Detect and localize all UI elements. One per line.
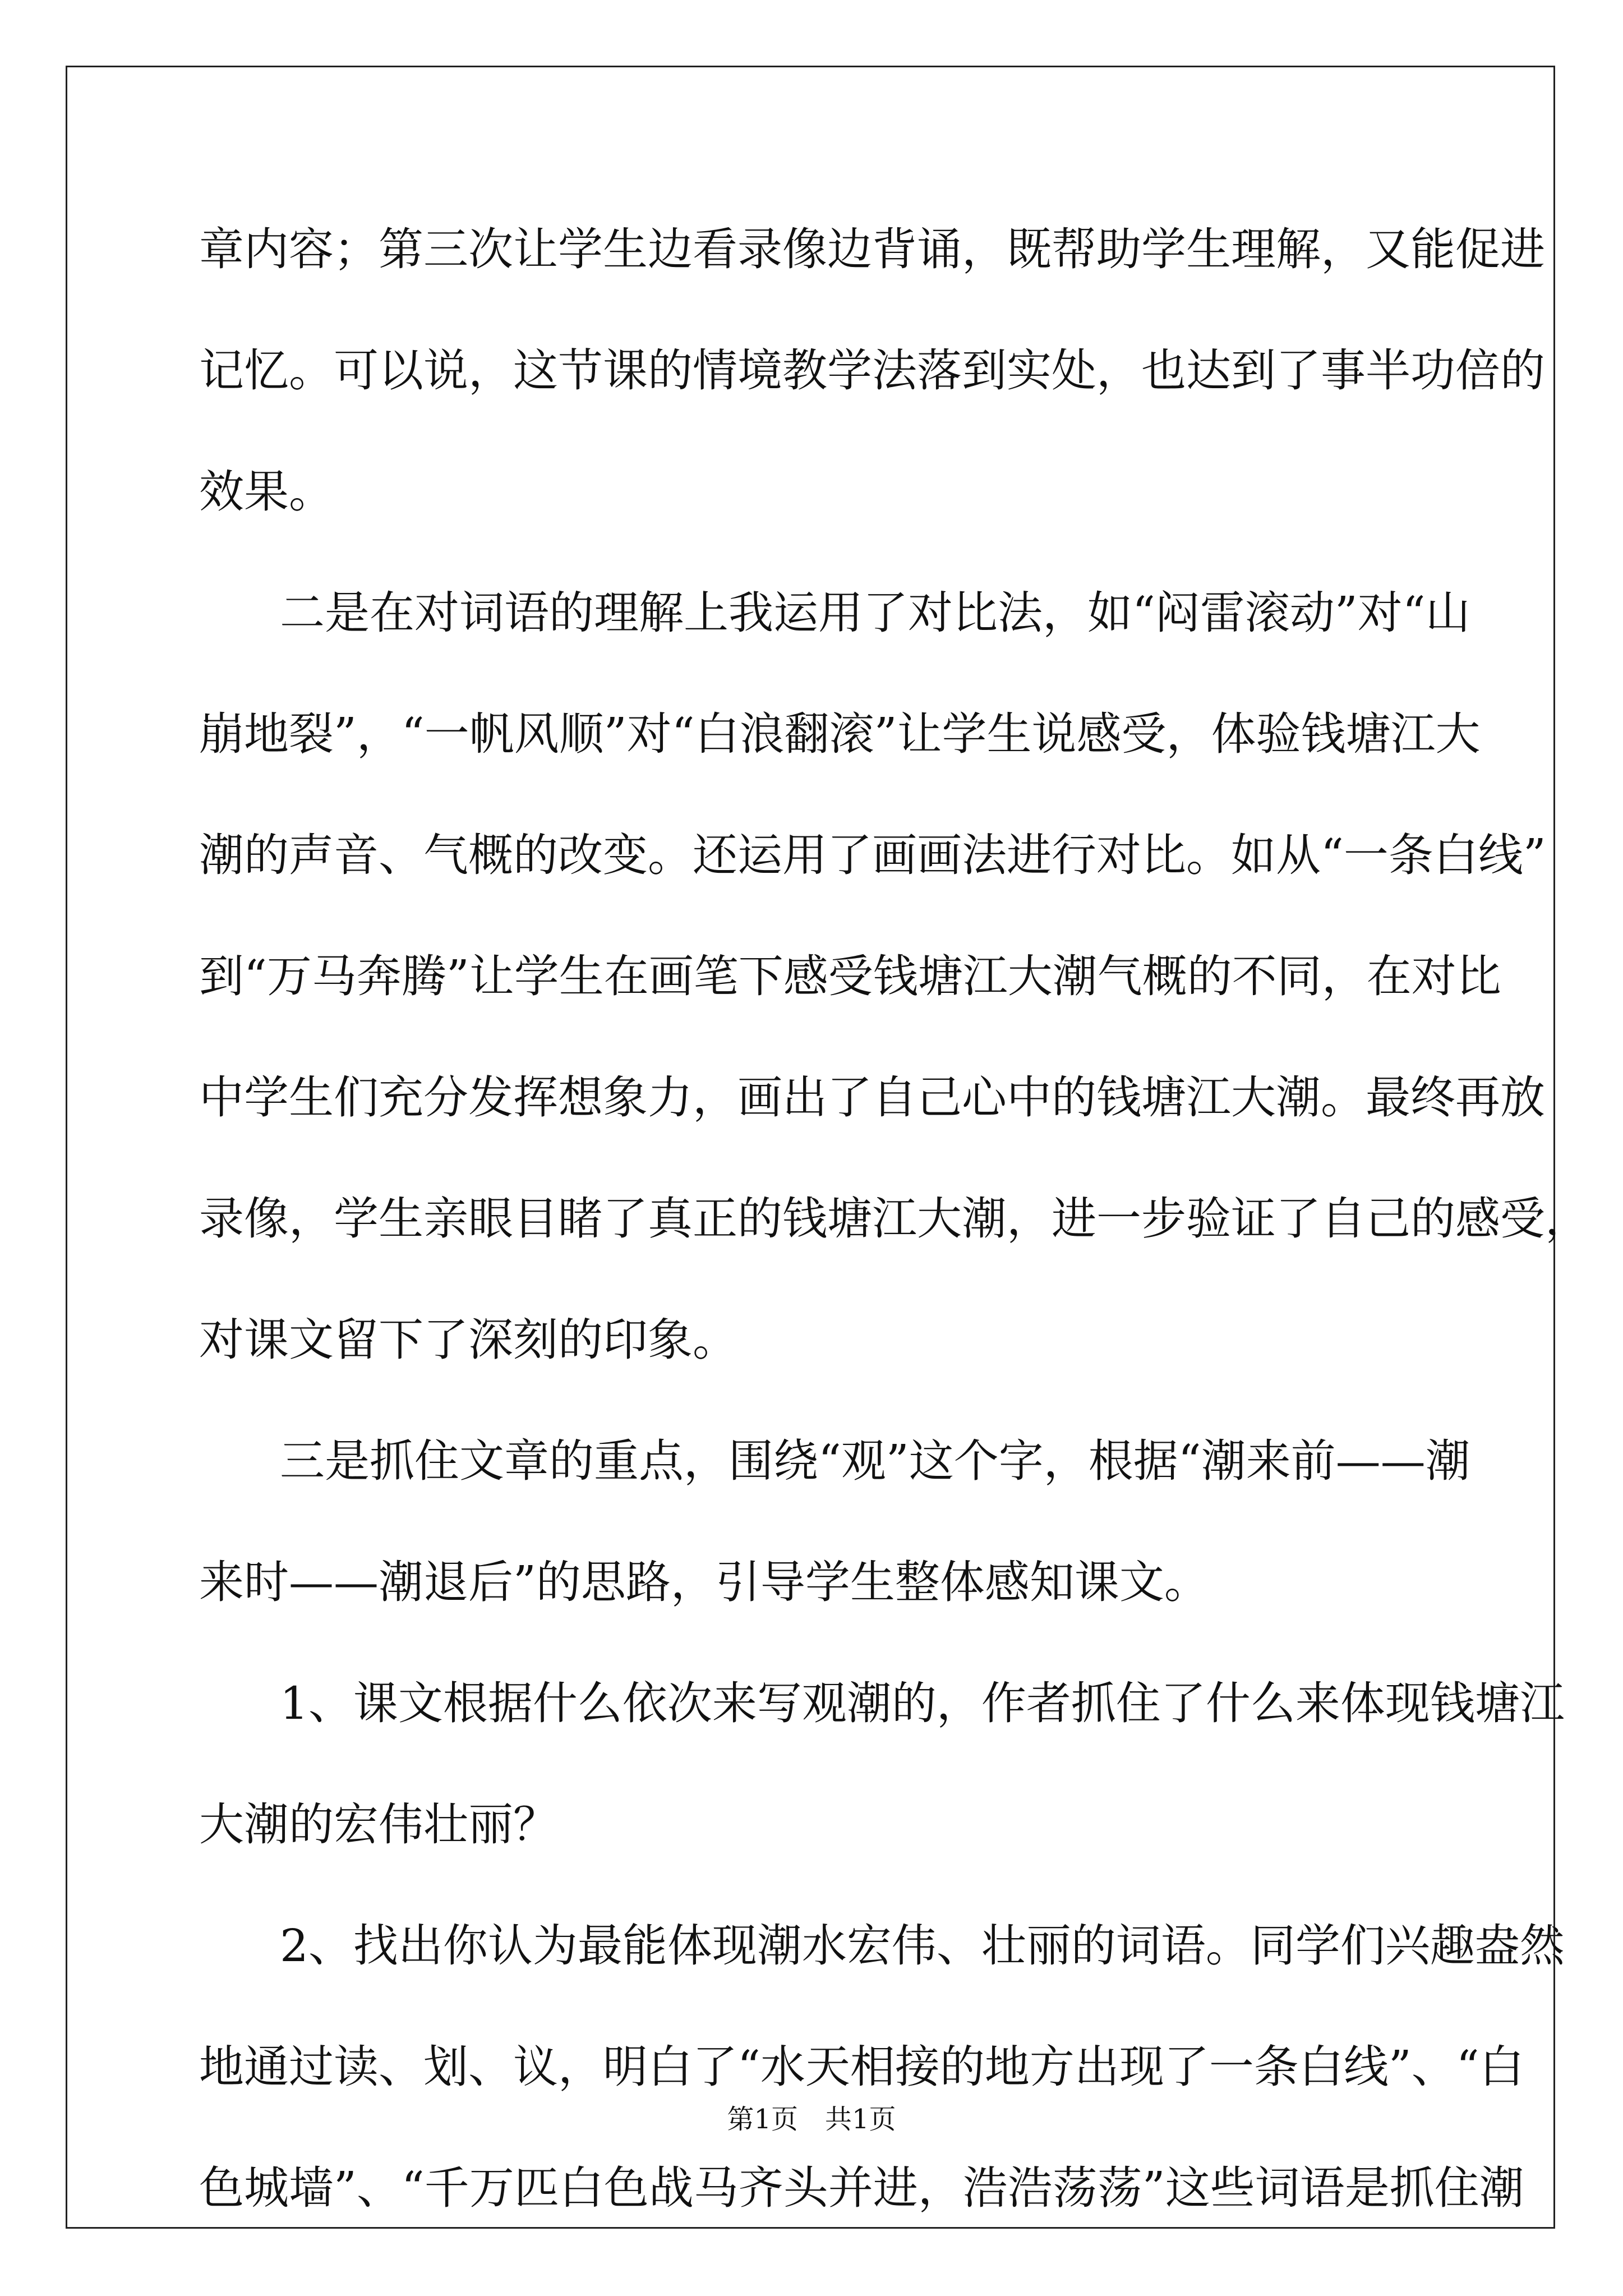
text-line: 来时——潮退后”的思路，引导学生整体感知课文。 <box>199 1556 1209 1608</box>
text-line: 大潮的宏伟壮丽？ <box>199 1798 558 1851</box>
text-line: 地通过读、划、议，明白了“水天相接的地方出现了一条白线”、“白 <box>199 2041 1524 2093</box>
text-line: 崩地裂”，“一帆风顺”对“白浪翻滚”让学生说感受，体验钱塘江大 <box>199 708 1481 760</box>
page-number-footer: 第1页 共1页 <box>727 2104 896 2135</box>
text-line: 效果。 <box>199 466 334 518</box>
paragraph-start-line: 二是在对词语的理解上我运用了对比法，如“闷雷滚动”对“山 <box>280 587 1470 639</box>
text-line: 中学生们充分发挥想象力，画出了自己心中的钱塘江大潮。最终再放 <box>199 1071 1545 1124</box>
text-line: 到“万马奔腾”让学生在画笔下感受钱塘江大潮气概的不同，在对比 <box>199 950 1501 1002</box>
text-line: 色城墙”、“千万匹白色战马齐头并进，浩浩荡荡”这些词语是抓住潮 <box>199 2162 1524 2214</box>
document-body <box>199 205 1590 2265</box>
paragraph-start-line: 1、课文根据什么依次来写观潮的，作者抓住了什么来体现钱塘江 <box>280 1677 1565 1729</box>
text-line: 潮的声音、气概的改变。还运用了画画法进行对比。如从“一条白线” <box>199 829 1546 881</box>
text-line: 录像，学生亲眼目睹了真正的钱塘江大潮，进一步验证了自己的感受， <box>199 1193 1590 1245</box>
paragraph-start-line: 三是抓住文章的重点，围绕“观”这个字，根据“潮来前——潮 <box>280 1435 1470 1487</box>
text-line: 章内容；第三次让学生边看录像边背诵，既帮助学生理解，又能促进 <box>199 223 1545 275</box>
paragraph-start-line: 2、找出你认为最能体现潮水宏伟、壮丽的词语。同学们兴趣盎然 <box>280 1920 1565 1972</box>
text-line: 记忆。可以说，这节课的情境教学法落到实处，也达到了事半功倍的 <box>199 344 1545 397</box>
text-line: 对课文留下了深刻的印象。 <box>199 1314 737 1366</box>
